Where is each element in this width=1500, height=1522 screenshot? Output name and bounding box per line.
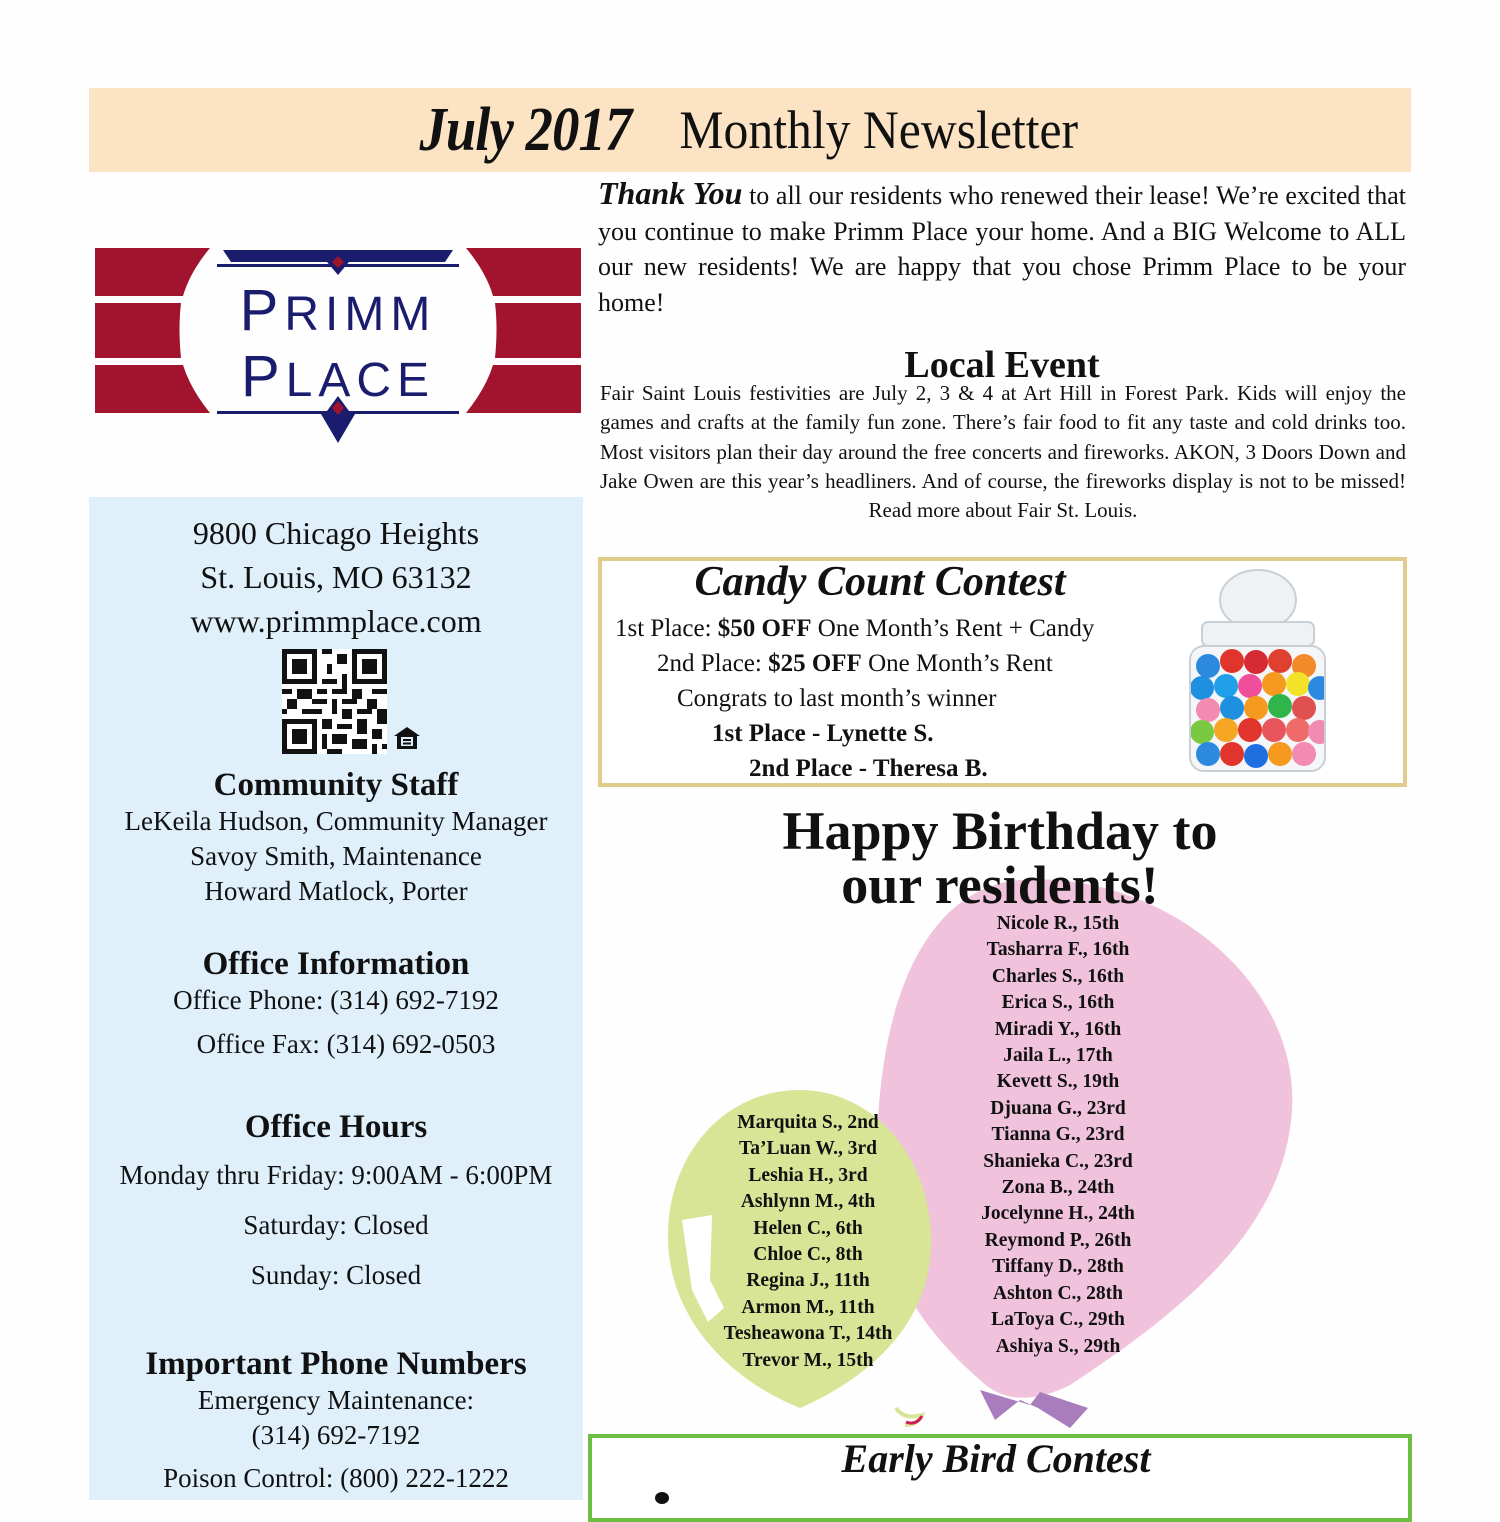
winner-second: 2nd Place - Theresa B.: [749, 755, 988, 782]
hours-sunday: Sunday: Closed: [250, 1260, 422, 1290]
pink-balloon-names: [958, 911, 1158, 1360]
birthday-entry: Miradi Y., 16th: [994, 1018, 1122, 1040]
birthday-entry: Tianna G., 23rd: [991, 1124, 1125, 1146]
staff-member: Howard Matlock, Porter: [204, 876, 468, 906]
winner-first: 1st Place - Lynette S.: [712, 720, 934, 747]
birthday-entry: Ashiya S., 29th: [995, 1335, 1121, 1357]
birthday-entry: Helen C., 6th: [753, 1217, 863, 1239]
birthday-entry: Tasharra F., 16th: [986, 939, 1130, 961]
address-city: St. Louis, MO 63132: [200, 559, 472, 595]
birthday-entry: LaToya C., 29th: [991, 1309, 1125, 1331]
birthday-entry: Leshia H., 3rd: [748, 1164, 868, 1186]
birthday-entry: Armon M., 11th: [741, 1296, 875, 1318]
birthday-entry: Charles S., 16th: [991, 965, 1125, 987]
local-event-heading: Local Event: [904, 344, 1100, 386]
thank-you-emphasis: Thank You: [598, 175, 743, 211]
phone-numbers-heading: Important Phone Numbers: [145, 1346, 527, 1382]
congrats-text: Congrats to last month’s winner: [677, 685, 997, 712]
office-phone: Office Phone: (314) 692-7192: [173, 985, 499, 1015]
birthday-entry: Jaila L., 17th: [1003, 1045, 1113, 1067]
thank-you-text: to all our residents who renewed their lease! We’re excited that you continue to make Primm Place your home. And a BIG Welcome to ALL our new residents! We are happy that you chose Primm Place to be your home!: [598, 181, 1406, 317]
local-event-body: Fair Saint Louis festivities are July 2, 3 & 4 at Art Hill in Forest Park. Kids will enjoy the games and crafts at the family fun zone. There’s fair food to fit any taste and cold drinks too. Most visitors plan their day around the free concerts and fireworks. AKON, 3 Doors Down and Jake Owen are this year’s headliners. And of course, the fireworks display is not to be missed! Read more about Fair St. Louis.: [600, 381, 1406, 523]
birthday-entry: Tesheawona T., 14th: [723, 1323, 893, 1345]
logo-text-primm: PRIMM: [239, 278, 437, 343]
birthday-entry: Tiffany D., 28th: [992, 1256, 1124, 1278]
birthday-entry: Nicole R., 15th: [996, 913, 1120, 934]
birthday-entry: Djuana G., 23rd: [990, 1097, 1126, 1119]
candy-jar-icon: [1180, 566, 1335, 778]
emergency-number: (314) 692-7192: [251, 1420, 421, 1450]
candy-contest-heading: Candy Count Contest: [694, 559, 1066, 605]
title-month-year: July 2017: [419, 95, 632, 164]
website-link[interactable]: www.primmplace.com: [190, 603, 482, 639]
birthday-entry: Trevor M., 15th: [742, 1349, 874, 1371]
emergency-label: Emergency Maintenance:: [197, 1385, 475, 1415]
birthday-entry: Regina J., 11th: [746, 1270, 870, 1292]
birthday-entry: Ashton C., 28th: [992, 1282, 1124, 1304]
birthday-entry: Zona B., 24th: [1001, 1177, 1115, 1199]
bullet-icon: [655, 1492, 669, 1504]
address-street: 9800 Chicago Heights: [192, 515, 480, 551]
early-bird-heading: Early Bird Contest: [841, 1436, 1151, 1481]
first-prize: 1st Place: $50 OFF One Month’s Rent + Candy: [615, 615, 1095, 642]
office-fax: Office Fax: (314) 692-0503: [196, 1029, 496, 1059]
green-balloon-names: [700, 1110, 916, 1374]
primm-place-logo: [95, 248, 581, 443]
qr-code-icon[interactable]: [282, 649, 387, 754]
equal-housing-opportunity-icon: [392, 725, 422, 751]
second-prize: 2nd Place: $25 OFF One Month’s Rent: [657, 650, 1053, 677]
birthday-entry: Chloe C., 8th: [753, 1244, 863, 1266]
office-info-heading: Office Information: [202, 946, 470, 982]
poison-control: Poison Control: (800) 222-1222: [163, 1463, 509, 1493]
staff-heading: Community Staff: [213, 767, 459, 803]
newsletter-title-bar: [89, 88, 1411, 172]
birthday-entry: Erica S., 16th: [1001, 992, 1115, 1014]
title-text: Monthly Newsletter: [678, 100, 1078, 160]
birthday-heading: Happy Birthday to our residents!: [782, 801, 1218, 915]
thank-you-paragraph: [598, 176, 1406, 320]
office-hours-heading: Office Hours: [244, 1109, 428, 1145]
staff-member: Savoy Smith, Maintenance: [190, 841, 482, 871]
info-sidebar: [89, 497, 583, 1500]
birthday-entry: Reymond P., 26th: [984, 1229, 1132, 1251]
birthday-entry: Kevett S., 19th: [996, 1071, 1120, 1093]
birthday-entry: Ta’Luan W., 3rd: [738, 1138, 877, 1160]
logo-text-place: PLACE: [240, 344, 436, 409]
birthday-entry: Marquita S., 2nd: [737, 1112, 879, 1133]
hours-saturday: Saturday: Closed: [243, 1210, 429, 1240]
birthday-entry: Shanieka C., 23rd: [983, 1150, 1133, 1172]
hours-weekdays: Monday thru Friday: 9:00AM - 6:00PM: [119, 1160, 553, 1190]
birthday-entry: Ashlynn M., 4th: [740, 1191, 876, 1213]
birthday-entry: Jocelynne H., 24th: [981, 1203, 1135, 1225]
staff-member: LeKeila Hudson, Community Manager: [124, 806, 548, 836]
